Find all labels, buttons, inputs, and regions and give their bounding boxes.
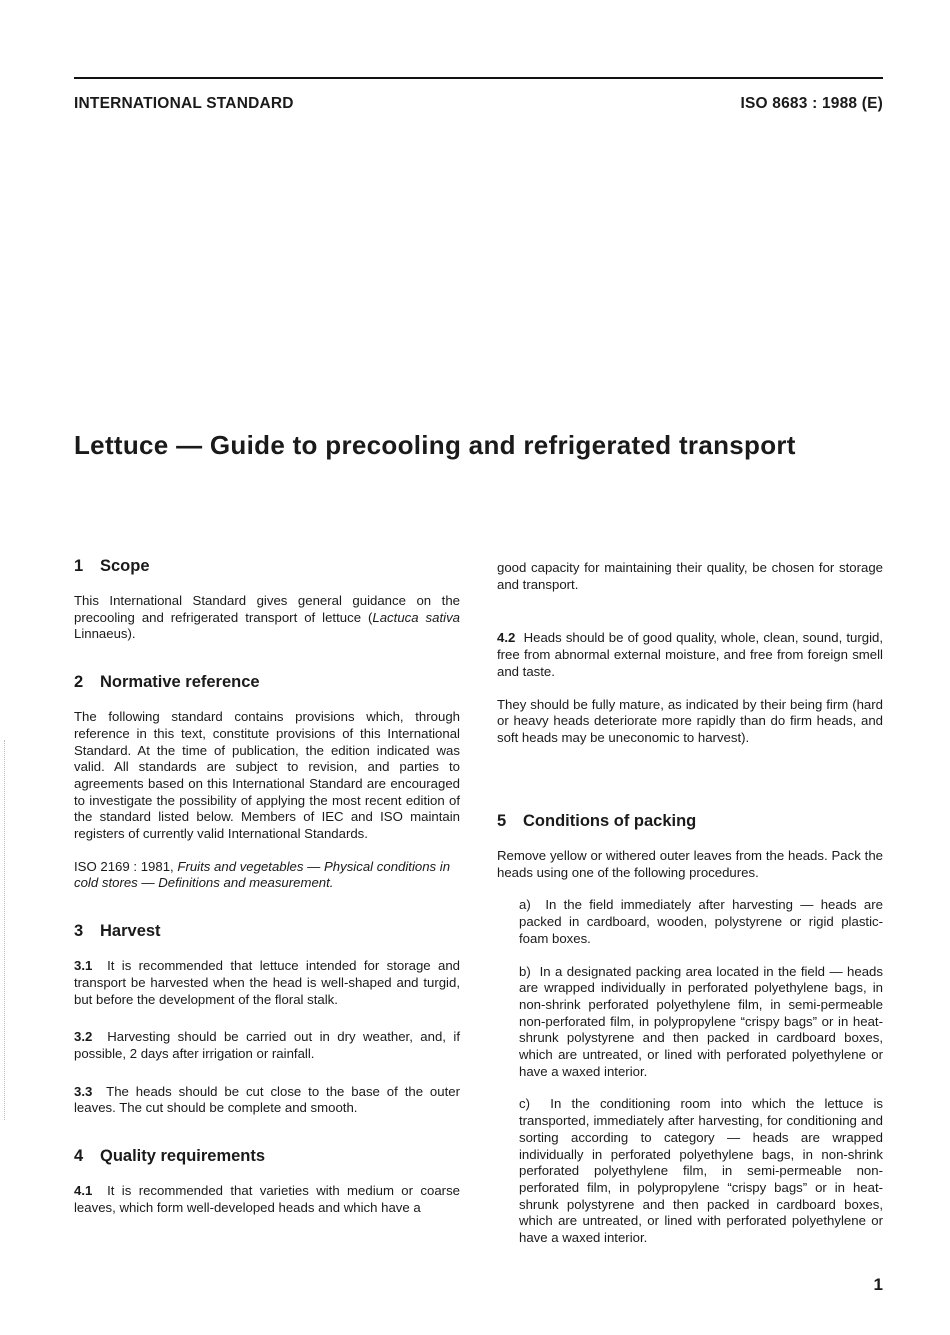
- packing-item-a: a) In the field immediately after harvesting — heads are packed in cardboard, wooden, polystyrene or rigid plastic-foam boxes.: [519, 897, 883, 946]
- clause-4-1: 4.1 It is recommended that varieties with medium or coarse leaves, which form well-developed heads and which have a: [74, 1183, 460, 1215]
- page-number: 1: [873, 1275, 883, 1294]
- section-heading-conditions-of-packing: 5 Conditions of packing: [497, 812, 697, 830]
- clause-4-2-paragraph-2: They should be fully mature, as indicated by their being firm (hard or heavy heads deteriorate more rapidly than do firm heads, and soft heads may be uneconomic to harvest).: [497, 696, 883, 745]
- right-column-top: [497, 560, 883, 747]
- packing-item-c: c) In the conditioning room into which the lettuce is transported, immediately after harvesting, for conditioning and sorting according to category — heads are wrapped individually in perforated polyethylene bags, in non-shrink perforated polyethylene film, in semi-permeable non-perforated film, in polypropylene “crispy bags” or in heat-shrunk polystyrene and then packed in cardboard boxes, which are untreated, or lined with perforated polyethylene or have a waxed interior.: [519, 1096, 883, 1246]
- header-rule: [74, 77, 883, 79]
- section-heading-scope: 1 Scope: [74, 557, 150, 575]
- clause-4-2: 4.2 Heads should be of good quality, whole, clean, sound, turgid, free from abnormal external moisture, and free from foreign smell and taste.: [497, 630, 884, 679]
- section-heading-harvest: 3 Harvest: [74, 922, 161, 941]
- section-heading-normative-reference: 2 Normative reference: [74, 673, 260, 692]
- packing-intro: Remove yellow or withered outer leaves from the heads. Pack the heads using one of the following procedures.: [497, 848, 883, 880]
- clause-3-3: 3.3 The heads should be cut close to the base of the outer leaves. The cut should be complete and smooth.: [74, 1083, 460, 1116]
- left-column: [74, 555, 460, 1216]
- clause-3-1: 3.1 It is recommended that lettuce intended for storage and transport be harvested when the head is well-shaped and turgid, but before the development of the floral stalk.: [74, 958, 460, 1007]
- clause-4-1-continued: good capacity for maintaining their quality, be chosen for storage and transport.: [497, 560, 883, 592]
- normative-paragraph: The following standard contains provisions which, through reference in this text, constitute provisions of this International Standard. At the time of publication, the edition indicated was valid. All standards are subject to revision, and parties to agreements based on this International Standard are encouraged to investigate the possibility of applying the most recent edition of the standard listed below. Members of IEC and ISO maintain registers of currently valid International Standards.: [74, 709, 460, 842]
- packing-item-b: b) In a designated packing area located in the field — heads are wrapped individually in perforated polyethylene bags, in non-shrink perforated polyethylene film, in semi-permeable non-perforated film, in polypropylene “crispy bags” or in heat-shrunk polystyrene and then packed in cardboard boxes, which are untreated, or lined with perforated polyethylene or have a waxed interior.: [519, 963, 883, 1079]
- clause-3-2: 3.2 Harvesting should be carried out in dry weather, and, if possible, 2 days after irrigation or rainfall.: [74, 1029, 460, 1061]
- scope-paragraph: This International Standard gives general guidance on the precooling and refrigerated transport of lettuce (Lactuca sativa Linnaeus).: [74, 593, 460, 642]
- section-heading-quality-requirements: 4 Quality requirements: [74, 1147, 266, 1166]
- header-standard-label: INTERNATIONAL STANDARD: [74, 95, 294, 112]
- scan-edge-marks: [4, 740, 7, 1120]
- header-document-id: ISO 8683 : 1988 (E): [740, 95, 883, 112]
- normative-reference-entry: ISO 2169 : 1981, Fruits and vegetables — Physical conditions in cold stores — Definitions and measurement.: [74, 858, 451, 891]
- right-column-bottom: [497, 810, 883, 1247]
- page-title: Lettuce — Guide to precooling and refrigerated transport: [74, 430, 796, 460]
